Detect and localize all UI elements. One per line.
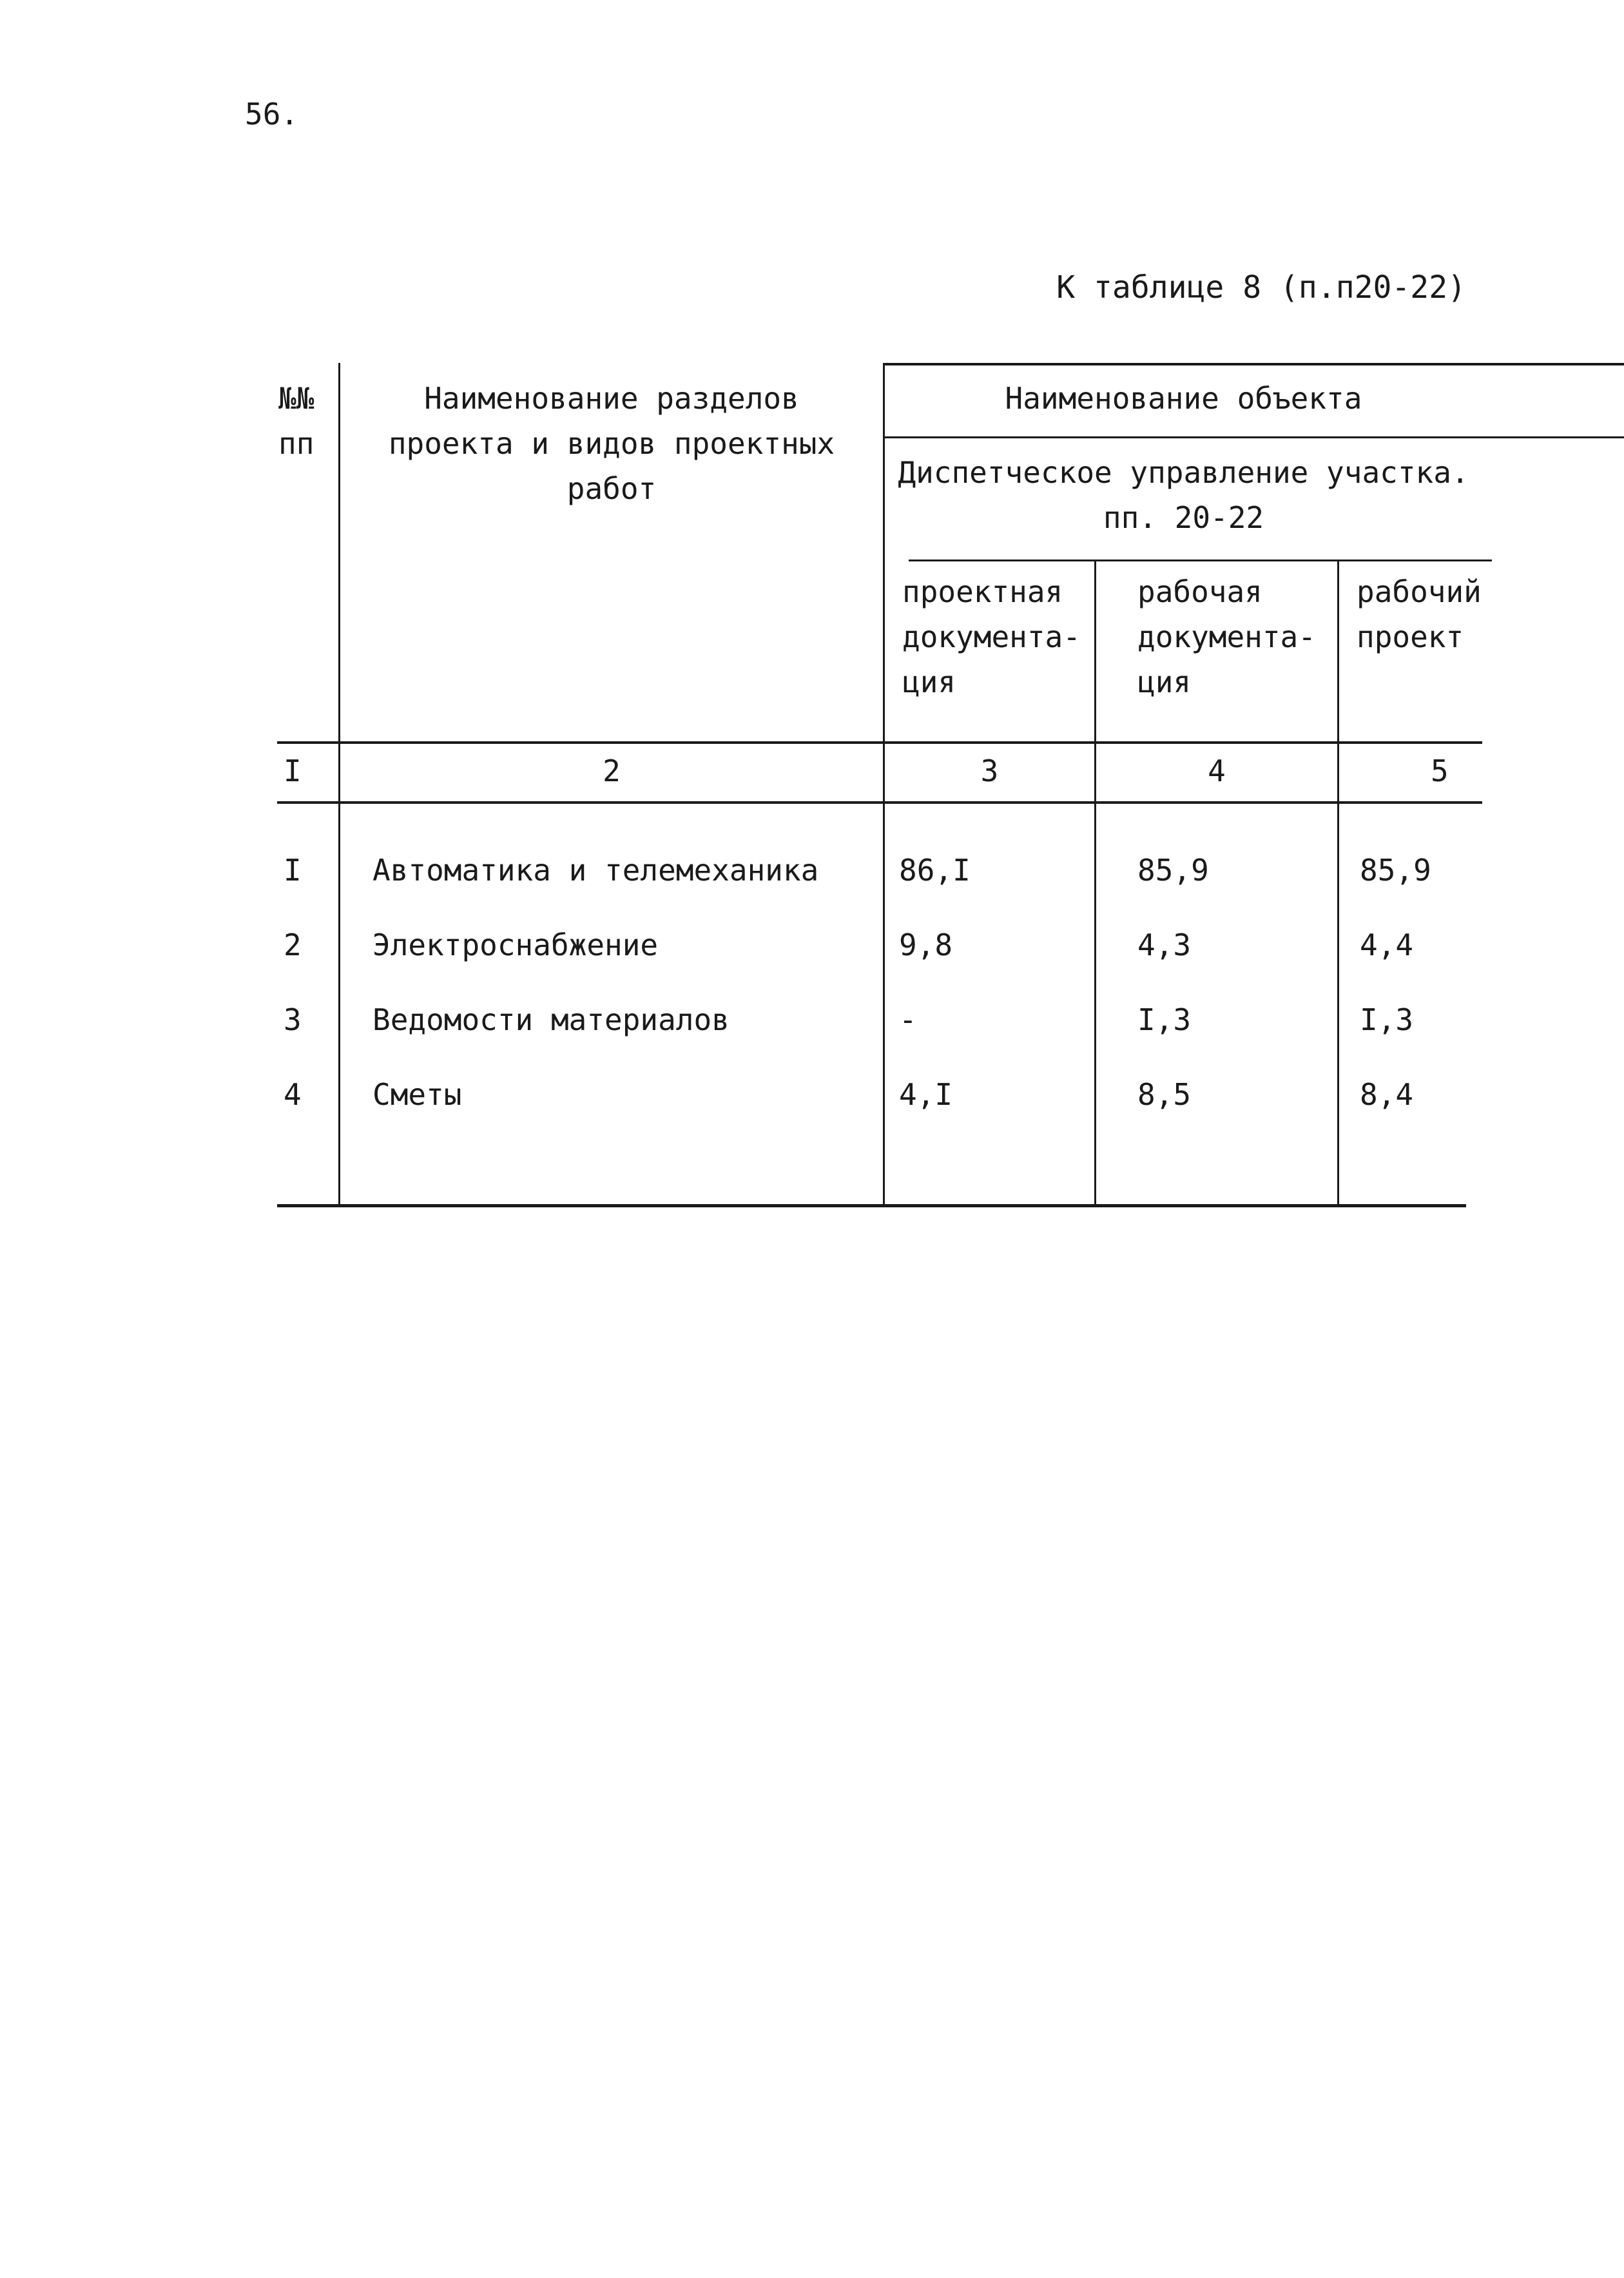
row4-col4: 8,5	[1137, 1077, 1192, 1112]
colnum-1: I	[284, 754, 302, 788]
row3-col3: -	[899, 1002, 917, 1037]
header-object-name-line1: Диспетческое управление участка.	[898, 455, 1469, 490]
rule-colnum-bottom	[277, 801, 1482, 804]
row1-num: I	[284, 853, 302, 888]
row2-col4: 4,3	[1137, 928, 1192, 962]
header-section-line3: работ	[566, 471, 657, 506]
header-col3-line3: ция	[902, 665, 956, 699]
row4-name: Сметы	[372, 1077, 462, 1112]
row1-col3: 86,I	[899, 853, 971, 888]
header-col5-line2: проект	[1357, 619, 1464, 654]
row2-name: Электроснабжение	[372, 928, 659, 962]
row3-num: 3	[284, 1002, 302, 1037]
table-caption: К таблице 8 (п.п20-22)	[1056, 269, 1466, 306]
page-number: 56.	[245, 97, 299, 131]
colnum-5: 5	[1431, 754, 1449, 788]
rule-header-bottom	[277, 741, 1482, 744]
header-col5-line1: рабочий	[1357, 574, 1482, 609]
header-col3-line2: документа-	[902, 619, 1081, 654]
rule-col3-right	[1094, 560, 1096, 1205]
header-section-line2: проекта и видов проектных	[388, 426, 835, 461]
row1-col5: 85,9	[1360, 853, 1431, 888]
header-col4-line1: рабочая	[1137, 574, 1262, 609]
row4-num: 4	[284, 1077, 302, 1112]
header-object-name-line2: пп. 20-22	[1103, 500, 1264, 535]
row3-col4: I,3	[1137, 1002, 1192, 1037]
colnum-2: 2	[603, 754, 621, 788]
row2-col3: 9,8	[899, 928, 953, 962]
rule-top	[883, 363, 1624, 365]
header-col4-line3: ция	[1137, 665, 1192, 699]
row3-col5: I,3	[1360, 1002, 1414, 1037]
row4-col3: 4,I	[899, 1077, 953, 1112]
colnum-3: 3	[980, 754, 999, 788]
header-col4-line2: документа-	[1137, 619, 1316, 654]
row1-col4: 85,9	[1137, 853, 1209, 888]
header-section-line1: Наименование разделов	[424, 381, 799, 416]
row1-name: Автоматика и телемеханика	[372, 853, 819, 888]
row2-num: 2	[284, 928, 302, 962]
rule-object-title	[883, 436, 1624, 438]
data-table	[277, 363, 1482, 1214]
rule-table-bottom	[277, 1204, 1466, 1207]
rule-col4-right	[1337, 560, 1339, 1205]
row2-col5: 4,4	[1360, 928, 1414, 962]
colnum-4: 4	[1208, 754, 1226, 788]
rule-subcolumns	[909, 560, 1492, 561]
header-object-title: Наименование объекта	[1005, 381, 1362, 416]
header-col3-line1: проектная	[902, 574, 1063, 609]
header-num-line1: №№	[278, 381, 314, 416]
header-num-line2: пп	[278, 426, 314, 461]
row4-col5: 8,4	[1360, 1077, 1414, 1112]
row3-name: Ведомости материалов	[372, 1002, 730, 1037]
